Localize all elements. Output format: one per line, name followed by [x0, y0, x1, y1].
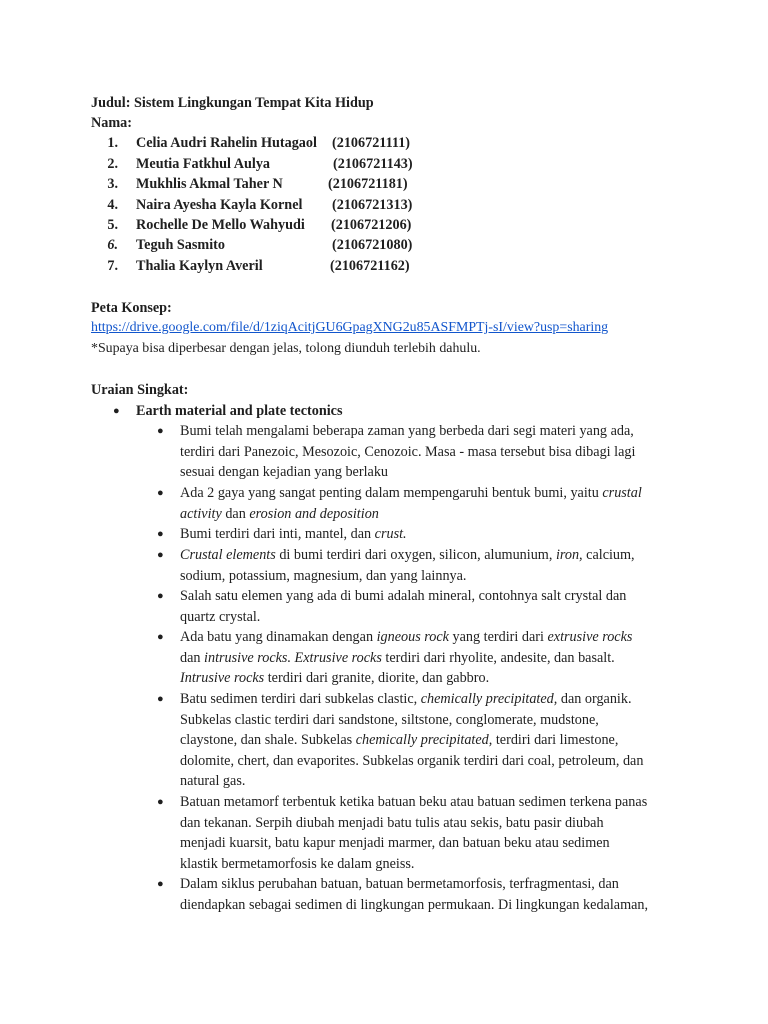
paragraph-line: diendapkan sebagai sedimen di lingkungan permukaan. Di lingkungan kedalaman, [180, 896, 649, 913]
list-item [180, 874, 677, 915]
list-number: 5. [107, 217, 118, 233]
list-number: 6. [107, 237, 118, 253]
list-item [180, 421, 677, 483]
list-item [180, 524, 677, 545]
list-item [180, 545, 677, 586]
paragraph-line: menjadi kuarsit, batu kapur menjadi marmer, dan batuan beku atau sedimen [180, 835, 610, 852]
paragraph-line: quartz crystal. [180, 608, 261, 625]
bullet-icon: ● [157, 549, 164, 561]
download-note: *Supaya bisa diperbesar dengan jelas, tolong diunduh terlebih dahulu. [91, 341, 481, 356]
paragraph-line: Ada batu yang dinamakan dengan igneous rock yang terdiri dari extrusive rocks [180, 629, 633, 645]
judul-value: Sistem Lingkungan Tempat Kita Hidup [133, 95, 374, 111]
topic-title: Earth material and plate tectonics [136, 403, 343, 419]
paragraph-line: Ada 2 gaya yang sangat penting dalam mempengaruhi bentuk bumi, yaitu crustal [180, 485, 642, 501]
bullet-icon: ● [157, 693, 164, 705]
list-item [180, 586, 677, 627]
paragraph-line: Batuan metamorf terbentuk ketika batuan beku atau batuan sedimen terkena panas [180, 794, 648, 810]
list-number: 3. [107, 176, 118, 192]
list-number: 2. [107, 156, 118, 172]
judul-label: Judul: [91, 95, 131, 111]
member-name: Naira Ayesha Kayla Kornel [136, 197, 303, 213]
paragraph-line: claystone, dan shale. Subkelas chemically precipitated, terdiri dari limestone, [180, 732, 619, 749]
paragraph-line: dan intrusive rocks. Extrusive rocks terdiri dari rhyolite, andesite, dan basalt. [180, 649, 615, 666]
bullet-icon: ● [113, 405, 120, 417]
member-nim: (2106721080) [332, 237, 413, 253]
paragraph-line: Subkelas clastic terdiri dari sandstone, siltstone, conglomerate, mudstone, [180, 711, 599, 728]
bullet-icon: ● [157, 590, 164, 602]
member-name: Teguh Sasmito [136, 237, 225, 253]
member-nim: (2106721313) [332, 197, 413, 213]
paragraph-line: klastik bermetamorfosis ke dalam gneiss. [180, 855, 415, 872]
member-name: Thalia Kaylyn Averil [136, 258, 263, 274]
member-nim: (2106721162) [330, 258, 410, 274]
list-item [180, 792, 677, 874]
paragraph-line: activity dan erosion and deposition [180, 505, 379, 522]
paragraph-line: dan tekanan. Serpih diubah menjadi batu tulis atau sekis, batu pasir diubah [180, 814, 604, 831]
paragraph-line: Bumi terdiri dari inti, mantel, dan crust. [180, 526, 407, 542]
bullet-icon: ● [157, 487, 164, 499]
bullet-icon: ● [157, 528, 164, 540]
member-nim: (2106721111) [332, 135, 411, 151]
uraian-label: Uraian Singkat: [91, 382, 189, 398]
paragraph-line: Salah satu elemen yang ada di bumi adalah mineral, contohnya salt crystal dan [180, 588, 627, 604]
list-number: 1. [107, 135, 118, 151]
paragraph-line: Intrusive rocks terdiri dari granite, diorite, dan gabbro. [180, 670, 490, 687]
paragraph-line: Dalam siklus perubahan batuan, batuan bermetamorfosis, terfragmentasi, dan [180, 876, 619, 892]
paragraph-line: sodium, potassium, magnesium, dan yang lainnya. [180, 567, 467, 584]
paragraph-line: Crustal elements di bumi terdiri dari oxygen, silicon, alumunium, iron, calcium, [180, 547, 635, 563]
paragraph-line: dolomite, chert, dan evaporites. Subkelas organik terdiri dari coal, petroleum, dan [180, 752, 644, 769]
nama-label: Nama: [91, 115, 132, 131]
member-nim: (2106721206) [331, 217, 412, 233]
member-name: Celia Audri Rahelin Hutagaol [136, 135, 317, 151]
bullet-icon: ● [157, 796, 164, 808]
paragraph-line: terdiri dari Panezoic, Mesozoic, Cenozoic. Masa - masa tersebut bisa dibagi lagi [180, 443, 636, 460]
list-item [180, 627, 677, 689]
member-name: Rochelle De Mello Wahyudi [136, 217, 305, 233]
paragraph-line: Batu sedimen terdiri dari subkelas clastic, chemically precipitated, dan organik. [180, 691, 632, 707]
member-name: Meutia Fatkhul Aulya [136, 156, 271, 172]
list-number: 4. [107, 197, 118, 213]
paragraph-line: sesuai dengan kejadian yang berlaku [180, 464, 389, 481]
list-item [180, 483, 677, 524]
drive-link[interactable]: https://drive.google.com/file/d/1ziqAcitjGU6GpagXNG2u85ASFMPTj-sI/view?usp=sharing [91, 320, 609, 335]
member-name: Mukhlis Akmal Taher N [136, 176, 283, 192]
list-item [180, 689, 677, 792]
paragraph-line: natural gas. [180, 773, 246, 790]
peta-konsep-label: Peta Konsep: [91, 300, 172, 316]
member-nim: (2106721181) [328, 176, 408, 192]
title-line [91, 93, 374, 113]
bullet-icon: ● [157, 878, 164, 890]
paragraph-line: Bumi telah mengalami beberapa zaman yang berbeda dari segi materi yang ada, [180, 423, 634, 439]
list-number: 7. [107, 258, 118, 274]
bullet-icon: ● [157, 631, 164, 643]
member-nim: (2106721143) [333, 156, 413, 172]
bullet-icon: ● [157, 425, 164, 437]
